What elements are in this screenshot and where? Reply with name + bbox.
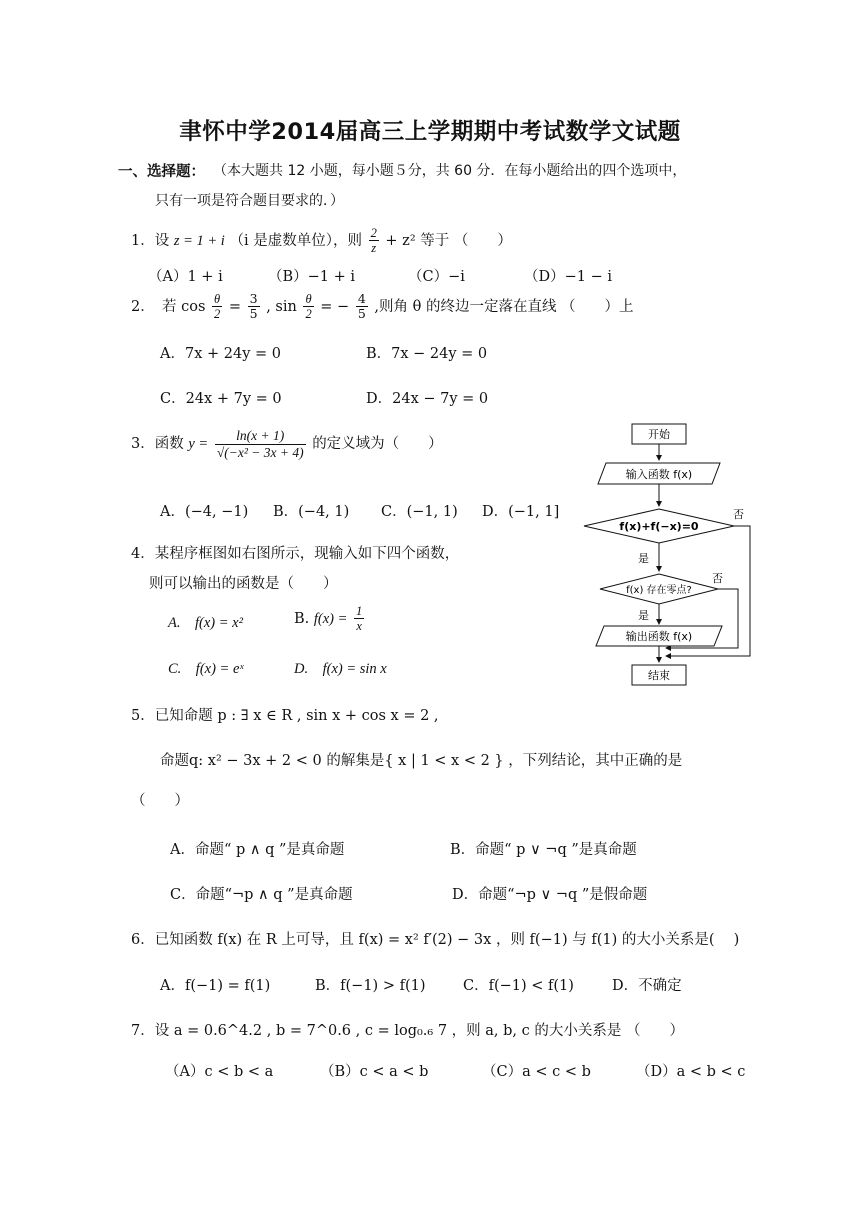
- q7-option-d: （D）a < b < c: [636, 1064, 746, 1080]
- q2-frac-3-num: θ: [303, 292, 313, 307]
- section-description-1: （本大题共 12 小题，每小题５分，共 60 分．在每小题给出的四个选项中，: [213, 163, 687, 179]
- q2-frac-2-num: 3: [249, 291, 258, 306]
- page-title: 聿怀中学2014届高三上学期期中考试数学文试题: [179, 119, 681, 145]
- q3-fraction-den: √(−x² − 3x + 4): [216, 444, 304, 460]
- q1-expression: z = 1 + i: [173, 232, 225, 249]
- q3-option-c: C．(−1, 1): [381, 504, 458, 520]
- flowchart-start: 开始: [648, 428, 670, 441]
- q7-option-a: （A）c < b < a: [165, 1064, 274, 1080]
- q5-option-b: B．命题“ p ∨ ¬q ”是真命题: [450, 842, 637, 858]
- q2-frac-4-den: 5: [357, 306, 366, 322]
- flowchart-no-1: 否: [733, 508, 744, 521]
- flowchart: [580, 418, 760, 690]
- q4-option-b-lhs: f(x) =: [313, 610, 348, 627]
- q5-option-d: D．命题“¬p ∨ ¬q ”是假命题: [452, 887, 648, 903]
- q2-eq-1: =: [228, 298, 242, 315]
- q2-number: 2． 若: [131, 298, 177, 315]
- q2-tail: ,则角 θ 的终边一定落在直线 （ ）上: [374, 298, 634, 315]
- q6-option-a: A．f(−1) = f(1): [160, 978, 271, 994]
- q2-cos: cos: [181, 298, 206, 315]
- q4-option-a: A. f(x) = x²: [168, 615, 243, 631]
- question-1: [131, 226, 512, 256]
- q4-option-c: C. f(x) = eˣ: [168, 661, 244, 677]
- q3-option-a: A．(−4, −1): [160, 504, 249, 520]
- q7-option-b: （B）c < a < b: [320, 1064, 429, 1080]
- q6-option-c: C．f(−1) < f(1): [463, 978, 574, 994]
- q1-option-b: （B）−1 + i: [268, 269, 356, 285]
- flowchart-yes-2: 是: [638, 609, 649, 622]
- q1-option-a: （A）1 + i: [148, 269, 223, 285]
- q4-option-b-frac: [354, 604, 364, 634]
- q1-fraction: [369, 226, 379, 256]
- q4-line-1: 4．某程序框图如右图所示，现输入如下四个函数，: [131, 546, 460, 562]
- q2-option-d: D．24x − 7y = 0: [366, 391, 489, 407]
- q2-frac-4: [356, 292, 368, 322]
- q2-frac-1: [212, 292, 222, 322]
- flowchart-condition-2: f(x) 存在零点?: [626, 585, 692, 596]
- q2-sin: , sin: [266, 298, 297, 315]
- flowchart-no-2: 否: [712, 572, 723, 585]
- q1-fraction-numerator: 2: [370, 226, 377, 240]
- q2-eq-2: = −: [320, 298, 350, 315]
- q2-frac-3-den: 2: [305, 307, 312, 322]
- q2-option-a: A．7x + 24y = 0: [160, 346, 281, 362]
- q4-option-b-label: B.: [294, 610, 310, 627]
- q7-line-1: 7．设 a = 0.6^4.2 , b = 7^0.6 , c = log₀.₆ 7 ，则 a, b, c 的大小关系是 （ ）: [131, 1023, 684, 1039]
- q2-frac-1-den: 2: [214, 307, 221, 322]
- q2-option-b: B．7x − 24y = 0: [366, 346, 488, 362]
- q5-option-c: C．命题“¬p ∧ q ”是真命题: [170, 887, 353, 903]
- q4-line-2: 则可以输出的函数是（ ）: [149, 576, 338, 592]
- q2-frac-2: [248, 292, 260, 322]
- q3-option-d: D．(−1, 1]: [482, 504, 560, 520]
- q2-option-c: C．24x + 7y = 0: [160, 391, 282, 407]
- q2-frac-2-den: 5: [249, 306, 258, 322]
- q1-number: 1．设: [131, 232, 170, 249]
- q7-option-c: （C）a < c < b: [482, 1064, 591, 1080]
- q3-number: 3．函数: [131, 436, 184, 453]
- q2-frac-4-num: 4: [357, 291, 366, 306]
- q4-option-b-den: x: [356, 619, 362, 634]
- q1-note: （i 是虚数单位），则: [229, 232, 362, 249]
- q4-option-b-num: 1: [356, 604, 363, 618]
- question-2: [131, 292, 634, 322]
- flowchart-condition-1: f(x)+f(−x)=0: [619, 520, 699, 533]
- q3-tail: 的定义域为（ ）: [312, 436, 443, 453]
- q2-frac-1-num: θ: [212, 292, 222, 307]
- q3-lhs: y =: [188, 436, 209, 453]
- q4-option-b: [294, 604, 366, 634]
- flowchart-end: 结束: [648, 669, 670, 682]
- flowchart-input: 输入函数 f(x): [625, 468, 693, 481]
- q3-option-b: B．(−4, 1): [273, 504, 350, 520]
- flowchart-yes-1: 是: [638, 552, 649, 565]
- q6-option-b: B．f(−1) > f(1): [315, 978, 426, 994]
- q4-option-d: D. f(x) = sin x: [294, 661, 387, 677]
- q1-option-d: （D）−1 − i: [524, 269, 613, 285]
- flowchart-output: 输出函数 f(x): [625, 630, 693, 643]
- q3-fraction: [215, 428, 306, 460]
- q6-option-d: D．不确定: [612, 978, 682, 994]
- q5-line-2: 命题q: x² − 3x + 2 < 0 的解集是{ x | 1 < x < 2 } ，下列结论，其中正确的是: [160, 753, 683, 769]
- section-heading: 一、选择题：: [118, 164, 205, 180]
- q1-tail: + z² 等于 （ ）: [385, 232, 512, 249]
- q1-fraction-denominator: z: [371, 241, 377, 256]
- q2-frac-3: [303, 292, 313, 322]
- q6-line-1: 6．已知函数 f(x) 在 R 上可导，且 f(x) = x² f′(2) − 3x ，则 f(−1) 与 f(1) 的大小关系是( ): [131, 932, 740, 948]
- q5-line-3: （ ）: [131, 793, 189, 809]
- q3-fraction-num: ln(x + 1): [215, 428, 306, 445]
- section-description-2: 只有一项是符合题目要求的．）: [155, 193, 344, 209]
- q1-option-c: （C）−i: [408, 269, 465, 285]
- question-3: [131, 428, 443, 460]
- q5-option-a: A．命题“ p ∧ q ”是真命题: [170, 842, 345, 858]
- q5-line-1: 5．已知命题 p : ∃ x ∈ R , sin x + cos x = 2 ,: [131, 708, 439, 724]
